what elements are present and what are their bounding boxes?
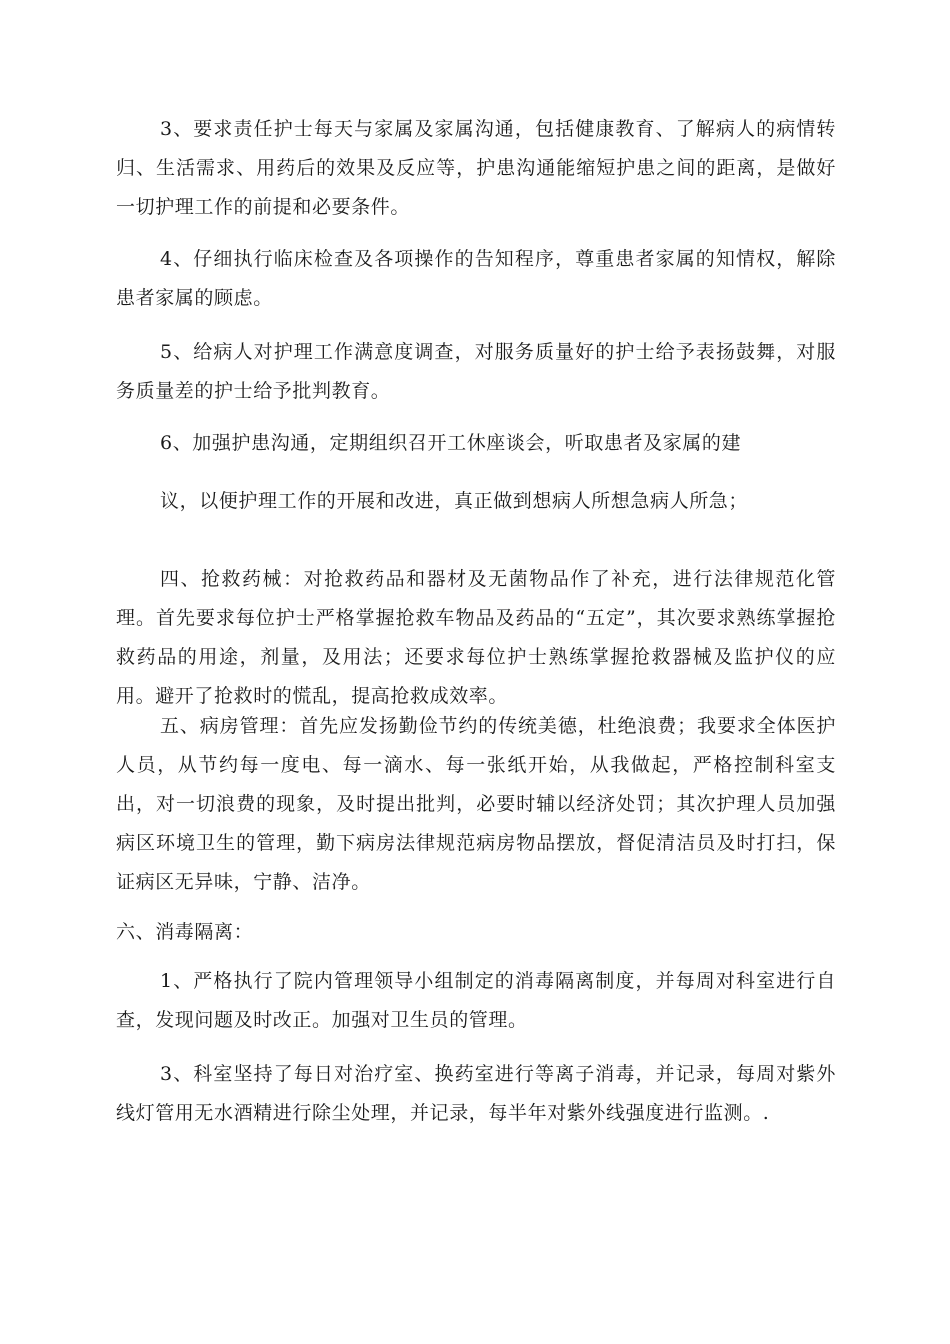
paragraph-symposium-line-2: 议，以便护理工作的开展和改进，真正做到想病人所想急病人所急； [160,490,749,512]
paragraph-symposium-line-1: 6、加强护患沟通，定期组织召开工休座谈会，听取患者及家属的建 [160,432,742,454]
paragraph-disinfection-system: 1、严格执行了院内管理领导小组制定的消毒隔离制度，并每周对科室进行自查，发现问题及时改正。加强对卫生员的管理。 [116,970,836,1031]
section-heading-disinfection: 六、消毒隔离： [116,921,254,943]
paragraph-informed-consent: 4、仔细执行临床检查及各项操作的告知程序，尊重患者家属的知情权，解除患者家属的顾虑。 [116,248,836,309]
section-rescue-drugs: 四、抢救药械：对抢救药品和器材及无菌物品作了补充，进行法律规范化管理。首先要求每位护士严格掌握抢救车物品及药品的“五定”，其次要求熟练掌握抢救药品的用途，剂量，及用法；还要求每位护士熟练掌握抢救器械及监护仪的应用。避开了抢救时的慌乱，提高抢救成效率。 [116,568,836,707]
paragraph-satisfaction-survey: 5、给病人对护理工作满意度调查，对服务质量好的护士给予表扬鼓舞，对服务质量差的护士给予批判教育。 [116,341,836,402]
section-ward-management: 五、病房管理：首先应发扬勤俭节约的传统美德，杜绝浪费；我要求全体医护人员，从节约每一度电、每一滴水、每一张纸开始，从我做起，严格控制科室支出，对一切浪费的现象，及时提出批判，必要时辅以经济处罚；其次护理人员加强病区环境卫生的管理，勤下病房法律规范病房物品摆放，督促清洁员及时打扫，保证病区无异味，宁静、洁净。 [116,715,836,893]
paragraph-ion-disinfection: 3、科室坚持了每日对治疗室、换药室进行等离子消毒，并记录，每周对紫外线灯管用无水酒精进行除尘处理，并记录，每半年对紫外线强度进行监测。. [116,1063,836,1124]
paragraph-communication: 3、要求责任护士每天与家属及家属沟通，包括健康教育、了解病人的病情转归、生活需求、用药后的效果及反应等，护患沟通能缩短护患之间的距离，是做好一切护理工作的前提和必要条件。 [116,118,836,218]
